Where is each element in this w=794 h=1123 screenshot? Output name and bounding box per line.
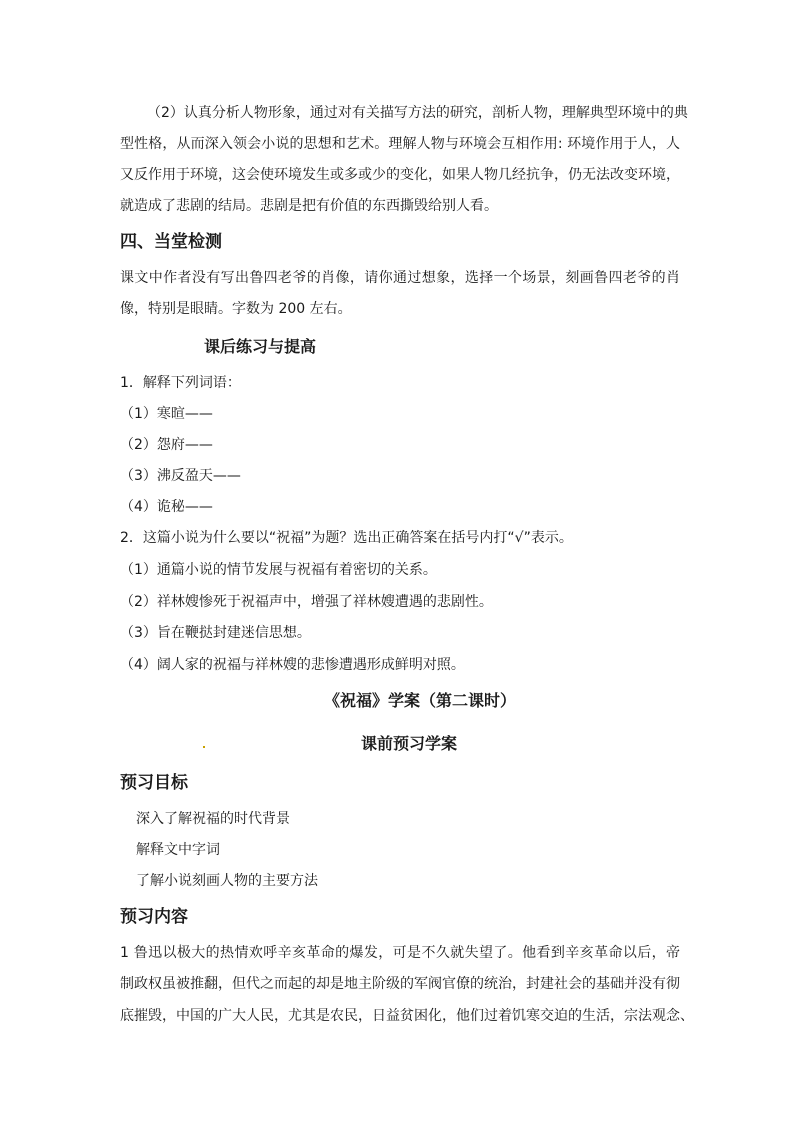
question-2-item-4: （4）阔人家的祝福与祥林嫂的悲惨遭遇形成鲜明对照。 xyxy=(120,657,465,673)
analysis-line-3: 又反作用于环境，这会使环境发生或多或少的变化，如果人物几经抗争，仍无法改变环境， xyxy=(120,167,680,183)
goals-heading: 预习目标 xyxy=(120,773,188,793)
question-1-item-4: （4）诡秘—— xyxy=(120,499,213,515)
lesson-title: 《祝福》学案（第二课时） xyxy=(323,691,516,710)
content-line-3: 底摧毁，中国的广大人民，尤其是农民，日益贫困化，他们过着饥寒交迫的生活，宗法观念、 xyxy=(120,1008,694,1024)
goal-item-1: 深入了解祝福的时代背景 xyxy=(136,811,290,827)
question-1-item-2: （2）怨府—— xyxy=(120,437,213,453)
check-line-2: 像，特别是眼睛。字数为 200 左右。 xyxy=(120,301,352,317)
question-2-item-2: （2）祥林嫂惨死于祝福声中，增强了祥林嫂遭遇的悲剧性。 xyxy=(120,594,493,610)
check-line-1: 课文中作者没有写出鲁四老爷的肖像，请你通过想象，选择一个场景，刻画鲁四老爷的肖 xyxy=(120,270,680,286)
analysis-line-4: 就造成了悲剧的结局。悲剧是把有价值的东西撕毁给别人看。 xyxy=(120,198,498,214)
analysis-line-2: 型性格，从而深入领会小说的思想和艺术。理解人物与环境会互相作用: 环境作用于人，人 xyxy=(120,136,680,152)
goal-item-3: 了解小说刻画人物的主要方法 xyxy=(136,873,318,889)
analysis-line-1: （2）认真分析人物形象，通过对有关描写方法的研究，剖析人物，理解典型环境中的典 xyxy=(147,105,688,121)
question-1-item-3: （3）沸反盈天—— xyxy=(120,468,241,484)
check-heading: 四、当堂检测 xyxy=(120,232,222,252)
question-1-item-1: （1）寒暄—— xyxy=(120,406,213,422)
question-2-item-3: （3）旨在鞭挞封建迷信思想。 xyxy=(120,625,311,641)
question-2-item-1: （1）通篇小说的情节发展与祝福有着密切的关系。 xyxy=(120,562,437,578)
content-line-1: 1 鲁迅以极大的热情欢呼辛亥革命的爆发，可是不久就失望了。他看到辛亥革命以后，帝 xyxy=(120,945,680,961)
goal-item-2: 解释文中字词 xyxy=(136,842,220,858)
practice-heading: 课后练习与提高 xyxy=(204,337,317,356)
lesson-subtitle: 课前预习学案 xyxy=(360,734,457,753)
question-1: 1．解释下列词语： xyxy=(120,375,241,391)
content-heading: 预习内容 xyxy=(120,907,188,927)
content-line-2: 制政权虽被推翻，但代之而起的却是地主阶级的军阀官僚的统治，封建社会的基础并没有彻 xyxy=(120,976,680,992)
question-2: 2．这篇小说为什么要以“祝福”为题？选出正确答案在括号内打“√”表示。 xyxy=(120,530,573,546)
